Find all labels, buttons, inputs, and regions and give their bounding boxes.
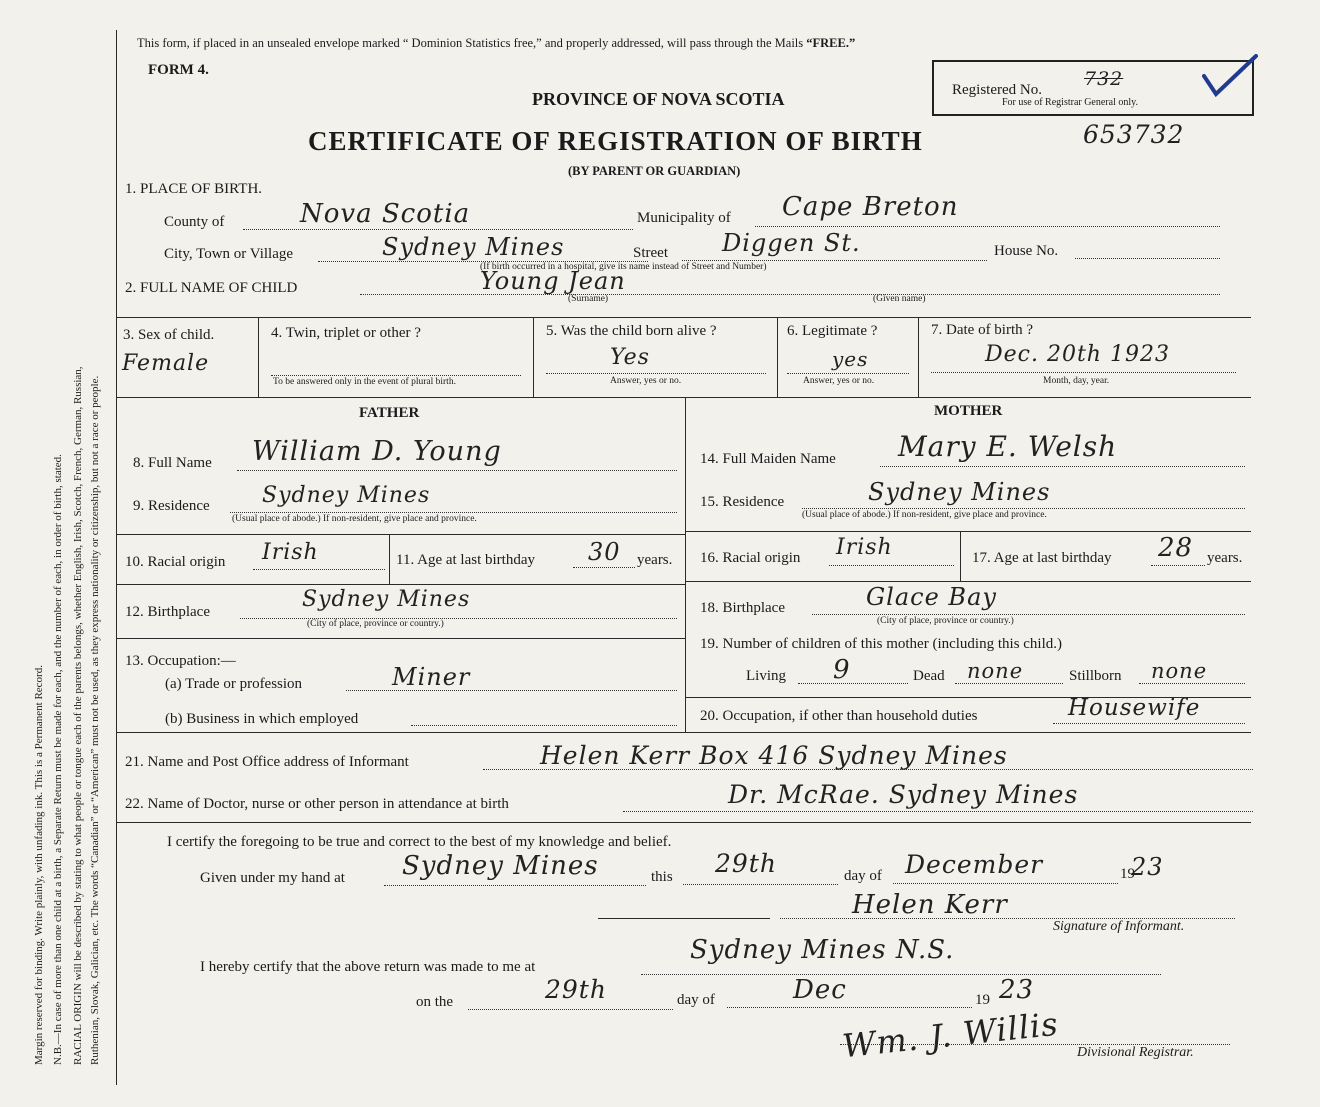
- registrar-place-value: Sydney Mines N.S.: [690, 935, 955, 965]
- registrar-note: For use of Registrar General only.: [1002, 97, 1138, 108]
- father-birthplace-note: (City of place, province or country.): [307, 619, 444, 629]
- dead-value: none: [967, 659, 1024, 683]
- father-name-value: William D. Young: [252, 436, 502, 467]
- sidebar-note-1: Margin reserved for binding. Write plainly, with unfading ink. This is a Permanent Record.: [33, 665, 45, 1065]
- sidebar-note-2: N.B.—In case of more than one child at a birth, a Separate Return must be made for each, and the number of each, in order of birth, stated.: [52, 454, 64, 1065]
- certificate-subtitle: (BY PARENT OR GUARDIAN): [568, 164, 741, 178]
- business-label: (b) Business in which employed: [165, 711, 359, 727]
- trade-label: (a) Trade or profession: [165, 676, 303, 692]
- informant-label: 21. Name and Post Office address of Informant: [125, 754, 409, 770]
- father-residence-note: (Usual place of abode.) If non-resident, give place and province.: [232, 514, 477, 524]
- county-value: Nova Scotia: [300, 199, 471, 229]
- this-label: this: [651, 869, 673, 885]
- city-value: Sydney Mines: [382, 233, 565, 261]
- sex-label: 3. Sex of child.: [123, 327, 215, 343]
- sidebar-note-4: Ruthenian, Slovak, Galician, etc. The words “Canadian” or “American” must not be used, as they express nationality or citizenship, but not a race or people.: [89, 375, 101, 1065]
- mother-residence-value: Sydney Mines: [868, 478, 1051, 506]
- father-residence-value: Sydney Mines: [262, 483, 431, 508]
- given-day-value: 29th: [715, 849, 777, 878]
- legitimate-label: 6. Legitimate ?: [787, 323, 878, 339]
- mother-occupation-value: Housewife: [1068, 695, 1201, 721]
- given-under-label: Given under my hand at: [200, 870, 345, 886]
- father-residence-label: 9. Residence: [133, 498, 210, 514]
- mother-residence-note: (Usual place of abode.) If non-resident, give place and province.: [802, 510, 1047, 520]
- father-race-label: 10. Racial origin: [125, 554, 226, 570]
- street-value: Diggen St.: [722, 229, 861, 257]
- father-birthplace-value: Sydney Mines: [302, 587, 471, 612]
- twin-note: To be answered only in the event of plural birth.: [273, 377, 456, 387]
- father-race-value: Irish: [262, 540, 319, 565]
- given-name-note: (Given name): [873, 294, 926, 304]
- certificate-title: CERTIFICATE OF REGISTRATION OF BIRTH: [308, 126, 923, 156]
- province-title: PROVINCE OF NOVA SCOTIA: [532, 89, 785, 109]
- trade-value: Miner: [392, 663, 471, 691]
- mother-race-label: 16. Racial origin: [700, 550, 801, 566]
- stillborn-value: none: [1151, 659, 1208, 683]
- registrar-year-prefix: 19: [975, 992, 990, 1008]
- form-number: FORM 4.: [148, 62, 209, 78]
- father-heading: FATHER: [359, 405, 420, 421]
- alive-label: 5. Was the child born alive ?: [546, 323, 717, 339]
- informant-value: Helen Kerr Box 416 Sydney Mines: [540, 741, 1008, 770]
- stillborn-label: Stillborn: [1069, 668, 1122, 684]
- father-name-label: 8. Full Name: [133, 455, 212, 471]
- registrar-month-value: Dec: [793, 975, 847, 1005]
- living-label: Living: [746, 668, 786, 684]
- given-year-prefix: 19: [1120, 866, 1135, 882]
- legitimate-note: Answer, yes or no.: [803, 376, 875, 386]
- city-label: City, Town or Village: [164, 246, 294, 262]
- municipality-label: Municipality of: [637, 210, 731, 226]
- father-occupation-label: 13. Occupation:—: [125, 653, 236, 669]
- day-of-label: day of: [844, 868, 882, 884]
- doctor-label: 22. Name of Doctor, nurse or other person in attendance at birth: [125, 796, 509, 812]
- mother-birthplace-value: Glace Bay: [866, 583, 997, 611]
- father-birthplace-label: 12. Birthplace: [125, 604, 210, 620]
- house-label: House No.: [994, 243, 1059, 259]
- dead-label: Dead: [913, 668, 945, 684]
- informant-signature: Helen Kerr: [852, 890, 1008, 920]
- registrar-day-of-label: day of: [677, 992, 715, 1008]
- twin-label: 4. Twin, triplet or other ?: [271, 325, 421, 341]
- mother-birthplace-note: (City of place, province or country.): [877, 616, 1014, 626]
- father-age-value: 30: [588, 538, 621, 566]
- sex-value: Female: [122, 351, 210, 376]
- registrar-year-value: 23: [999, 975, 1035, 1005]
- certificate-number: 653732: [1083, 120, 1185, 149]
- on-the-label: on the: [416, 994, 454, 1010]
- mother-heading: MOTHER: [934, 403, 1003, 419]
- legitimate-value: yes: [832, 347, 869, 371]
- surname-note: (Surname): [568, 294, 609, 304]
- mother-age-value: 28: [1158, 533, 1194, 563]
- children-count-label: 19. Number of children of this mother (including this child.): [700, 636, 1063, 652]
- father-age-label: 11. Age at last birthday: [396, 552, 535, 568]
- alive-note: Answer, yes or no.: [610, 376, 682, 386]
- mother-residence-label: 15. Residence: [700, 494, 785, 510]
- father-age-years: years.: [637, 552, 673, 568]
- certify-statement: I certify the foregoing to be true and correct to the best of my knowledge and belief.: [167, 834, 672, 850]
- given-month-value: December: [905, 850, 1044, 879]
- registered-label: Registered No.: [952, 82, 1042, 98]
- given-year-value: 23: [1131, 853, 1164, 881]
- left-border: [116, 30, 117, 1085]
- registered-number: 732: [1084, 68, 1124, 90]
- doctor-value: Dr. McRae. Sydney Mines: [728, 780, 1079, 809]
- registrar-day-value: 29th: [545, 975, 607, 1004]
- municipality-value: Cape Breton: [782, 192, 959, 222]
- street-label: Street: [633, 245, 668, 261]
- mother-occupation-label: 20. Occupation, if other than household duties: [700, 708, 978, 724]
- informant-signature-label: Signature of Informant.: [1053, 919, 1185, 934]
- hospital-note: (If birth occurred in a hospital, give its name instead of Street and Number): [480, 262, 767, 272]
- dob-note: Month, day, year.: [1043, 376, 1110, 386]
- registrar-statement: I hereby certify that the above return was made to me at: [200, 959, 536, 975]
- registrar-box: [932, 60, 1254, 116]
- dob-label: 7. Date of birth ?: [931, 322, 1034, 338]
- given-place-value: Sydney Mines: [402, 851, 599, 881]
- check-mark-icon: [1202, 54, 1258, 103]
- mother-age-years: years.: [1207, 550, 1243, 566]
- alive-value: Yes: [610, 345, 650, 370]
- child-name-label: 2. FULL NAME OF CHILD: [125, 280, 298, 296]
- dob-value: Dec. 20th 1923: [985, 342, 1170, 367]
- mother-race-value: Irish: [836, 535, 893, 560]
- county-label: County of: [164, 214, 225, 230]
- living-value: 9: [833, 655, 851, 685]
- sidebar-note-3: RACIAL ORIGIN will be described by stating to what people or tongue each of the parents belongs, whether English, Irish, Scotch, French, German, Russian,: [72, 366, 84, 1065]
- mother-name-label: 14. Full Maiden Name: [700, 451, 836, 467]
- child-name-value: Young Jean: [480, 267, 626, 295]
- divisional-registrar-label: Divisional Registrar.: [1077, 1045, 1194, 1060]
- mail-note: This form, if placed in an unsealed envelope marked “ Dominion Statistics free,” and properly addressed, will pass through the Mails “FREE.”: [137, 36, 856, 50]
- mother-name-value: Mary E. Welsh: [898, 430, 1118, 463]
- mother-age-label: 17. Age at last birthday: [972, 550, 1112, 566]
- place-heading: 1. PLACE OF BIRTH.: [125, 181, 263, 197]
- mother-birthplace-label: 18. Birthplace: [700, 600, 785, 616]
- registrar-signature: Wm. J. Willis: [840, 1004, 1061, 1066]
